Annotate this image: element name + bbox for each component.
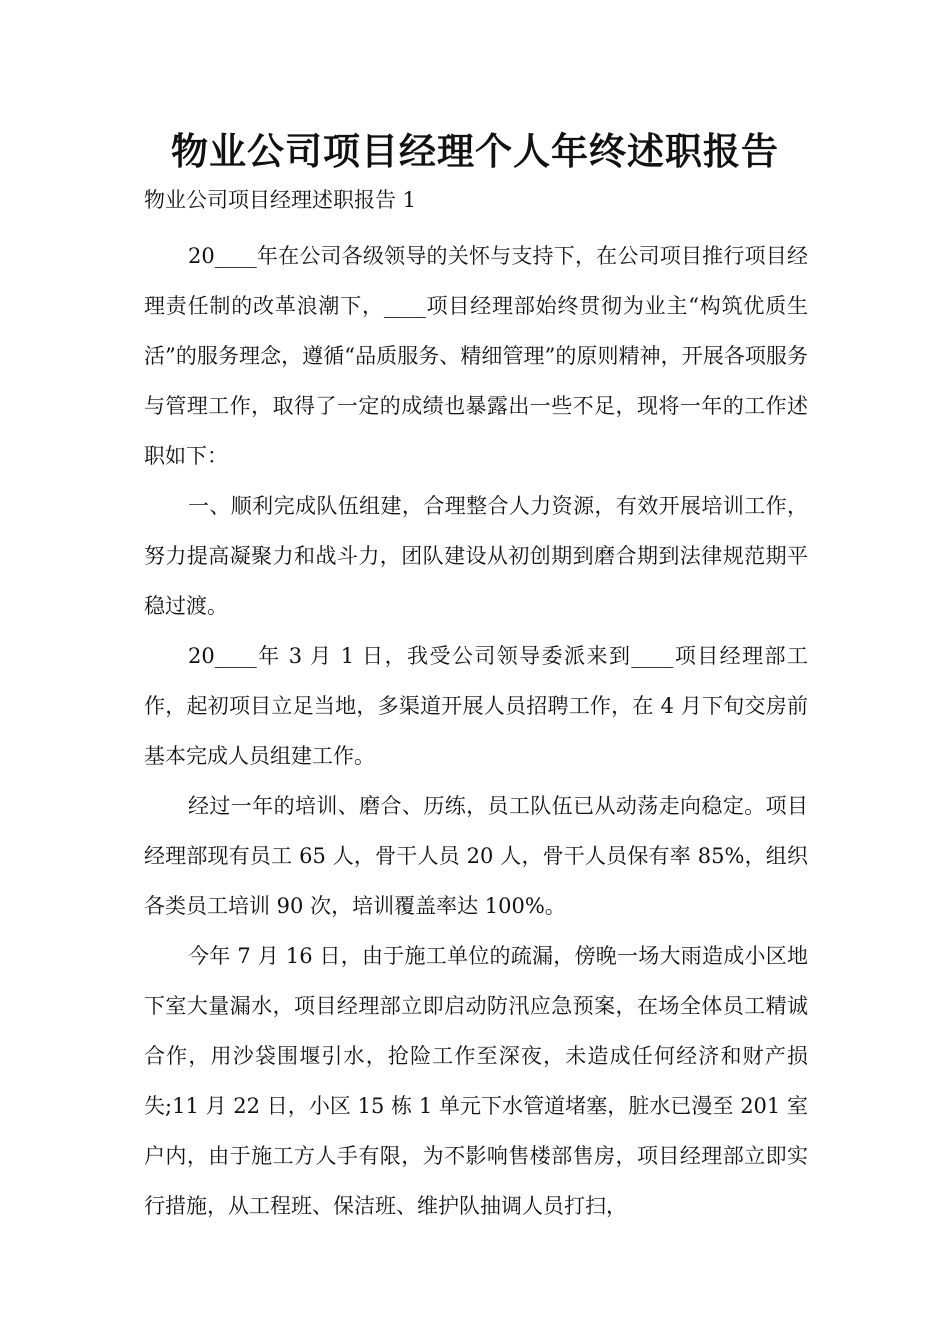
document-title: 物业公司项目经理个人年终述职报告 — [171, 130, 779, 173]
paragraph-emergency: 今年 7 月 16 日，由于施工单位的疏漏，傍晚一场大雨造成小区地下室大量漏水，项目经理部立即启动防汛应急预案，在场全体员工精诚合作，用沙袋围堰引水，抢险工作至深夜，未造成任何经济和财产损失;11 月 22 日，小区 15 栋 1 单元下水管道堵塞，脏水已漫至 201 室户内，由于施工方人手有限，为不影响售楼部售房，项目经理部立即实行措施，从工程班、保洁班、维护队抽调人员打扫， — [144, 944, 808, 1218]
paragraph-training: 经过一年的培训、磨合、历练，员工队伍已从动荡走向稳定。项目经理部现有员工 65 人，骨干人员 20 人，骨干人员保有率 85%，组织各类员工培训 90 次，培训覆盖率达 100%。 — [144, 794, 808, 918]
paragraph-section-one: 一、顺利完成队伍组建，合理整合人力资源，有效开展培训工作，努力提高凝聚力和战斗力，团队建设从初创期到磨合期到法律规范期平稳过渡。 — [144, 494, 808, 618]
document-body — [144, 231, 808, 1231]
paragraph-intro: 20____年在公司各级领导的关怀与支持下，在公司项目推行项目经理责任制的改革浪潮下，____项目经理部始终贯彻为业主“构筑优质生活”的服务理念，遵循“品质服务、精细管理”的原则精神，开展各项服务与管理工作，取得了一定的成绩也暴露出一些不足，现将一年的工作述职如下： — [144, 244, 808, 468]
paragraph-team-setup: 20____年 3 月 1 日，我受公司领导委派来到____项目经理部工作，起初项目立足当地，多渠道开展人员招聘工作，在 4 月下旬交房前基本完成人员组建工作。 — [144, 644, 808, 768]
document-subtitle: 物业公司项目经理述职报告 1 — [144, 188, 417, 212]
